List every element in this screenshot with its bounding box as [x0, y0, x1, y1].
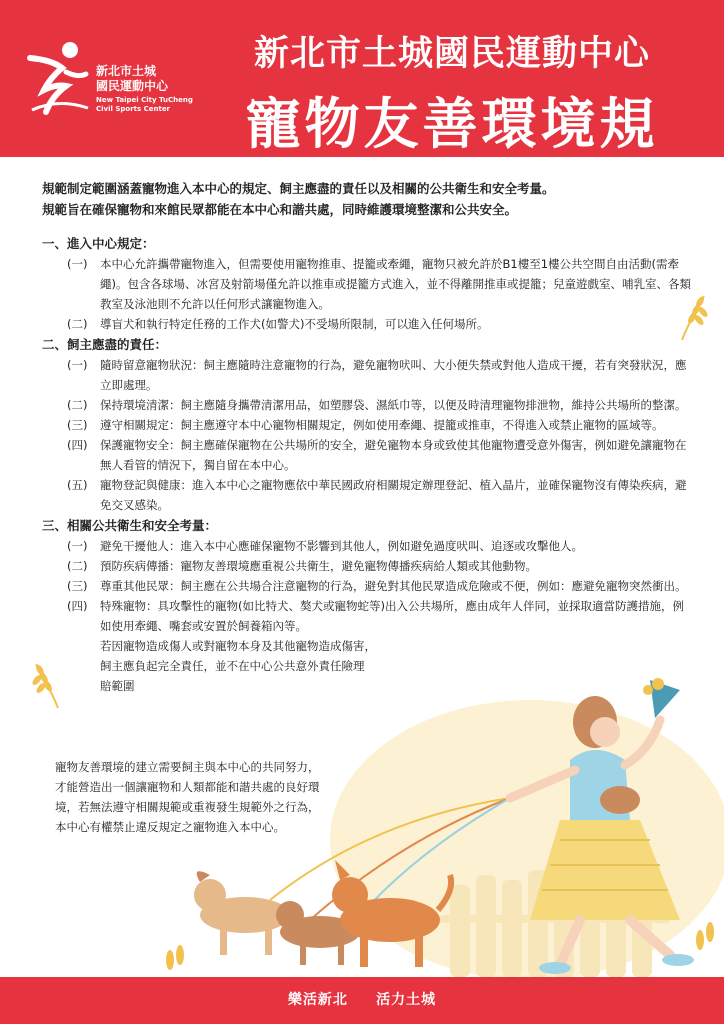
item-number: (四)	[67, 438, 88, 452]
woman-walking-dogs-illustration	[150, 670, 724, 977]
item-number-spacer	[67, 636, 100, 696]
item-text: 保護寵物安全：飼主應確保寵物在公共場所的安全，避免寵物本身或致使其他寵物遭受意外傷害，例如避免讓寵物在無人看管的情況下，獨自留在本中心。	[100, 438, 687, 472]
list-item	[42, 355, 692, 395]
item-text: 寵物登記與健康：進入本中心之寵物應依中華民國政府相關規定辦理登記、植入晶片，並確保寵物沒有傳染疾病，避免交叉感染。	[100, 478, 687, 512]
section-public-health	[42, 516, 692, 696]
intro-line: 規範旨在確保寵物和來館民眾都能在本中心和諧共處，同時維護環境整潔和公共安全。	[42, 202, 518, 217]
liability-line: 賠範圍	[100, 679, 135, 693]
item-number: (三)	[67, 418, 88, 432]
item-text: 保持環境清潔：飼主應隨身攜帶清潔用品，如塑膠袋、濕紙巾等，以便及時清理寵物排泄物，維持公共場所的整潔。	[100, 398, 687, 412]
intro-paragraph	[42, 178, 692, 220]
list-item	[42, 536, 692, 556]
footer-banner	[0, 977, 724, 1024]
item-number: (二)	[67, 559, 88, 573]
item-number: (一)	[67, 539, 88, 553]
closing-line: 寵物友善環境的建立需要飼主與本中心的共同努力，	[55, 760, 320, 774]
wheat-icon	[676, 292, 710, 342]
logo-zh-line2: 國民運動中心	[96, 79, 169, 93]
item-number: (二)	[67, 398, 88, 412]
page-title-main: 寵物友善環境規範	[245, 92, 659, 235]
logo-en-line2: Civil Sports Center	[96, 105, 171, 113]
item-text: 避免干擾他人：進入本中心應確保寵物不影響到其他人，例如避免過度吠叫、追逐或攻擊他人。	[100, 539, 583, 553]
list-item	[42, 314, 692, 334]
section-entry-rules	[42, 234, 692, 334]
intro-line: 規範制定範圍涵蓋寵物進入本中心的規定、飼主應盡的責任以及相關的公共衛生和安全考量。	[42, 181, 555, 196]
list-item	[42, 576, 692, 596]
closing-line: 才能營造出一個讓寵物和人類都能和諧共處的良好環	[55, 780, 320, 794]
section-heading: 二、飼主應盡的責任：	[42, 337, 168, 352]
section-heading: 三、相關公共衛生和安全考量：	[42, 518, 218, 533]
item-text: 隨時留意寵物狀況：飼主應隨時注意寵物的行為，避免寵物吠叫、大小便失禁或對他人造成干擾，若有突發狀況，應立即處理。	[100, 358, 687, 392]
wheat-icon	[30, 660, 64, 710]
item-number: (五)	[67, 478, 88, 492]
footer-slogan-1: 樂活新北	[287, 992, 348, 1008]
item-number: (四)	[67, 599, 88, 613]
section-heading: 一、進入中心規定：	[42, 236, 155, 251]
item-text: 尊重其他民眾：飼主應在公共場合注意寵物的行為，避免對其他民眾造成危險或不便，例如：應避免寵物突然衝出。	[100, 579, 687, 593]
list-item	[42, 435, 692, 475]
item-text: 預防疾病傳播：寵物友善環境應重視公共衛生，避免寵物傳播疾病給人類或其他動物。	[100, 559, 537, 573]
liability-line: 飼主應負起完全責任，並不在中心公共意外責任險理	[100, 659, 365, 673]
dog-illustration	[194, 871, 290, 955]
list-item	[42, 475, 692, 515]
list-item	[42, 596, 692, 636]
page-title-center: 新北市土城國民運動中心	[253, 34, 650, 74]
item-number: (三)	[67, 579, 88, 593]
runner-logo-icon	[22, 38, 92, 118]
rules-list	[42, 234, 692, 697]
item-text: 本中心允許攜帶寵物進入，但需要使用寵物推車、提籠或牽繩，寵物只被允許於B1樓至1樓公共空間自由活動(需牽繩)。包含各球場、冰宮及射箭場僅允許以推車或提籠方式進入，並不得離開推車或提籠；兒童遊戲室、哺乳室、各類教室及泳池則不允許以任何形式讓寵物進入。	[100, 257, 691, 311]
closing-line: 本中心有權禁止違反規定之寵物進入本中心。	[55, 820, 285, 834]
item-number: (一)	[67, 358, 88, 372]
section-owner-duties	[42, 335, 692, 515]
liability-line: 若因寵物造成傷人或對寵物本身及其他寵物造成傷害，	[100, 639, 376, 653]
footer-slogan-2: 活力土城	[376, 992, 437, 1008]
item-text: 導盲犬和執行特定任務的工作犬(如警犬)不受場所限制，可以進入任何場所。	[100, 317, 489, 331]
list-item	[42, 556, 692, 576]
logo-text	[96, 64, 193, 114]
logo-zh-line1: 新北市土城	[96, 64, 157, 78]
logo-en-line1: New Taipei City TuCheng	[96, 96, 193, 104]
item-number: (二)	[67, 317, 88, 331]
list-item	[42, 254, 692, 314]
closing-line: 境，若無法遵守相關規範或重複發生規範外之行為，	[55, 800, 320, 814]
item-number: (一)	[67, 257, 88, 271]
item-text: 遵守相關規定：飼主應遵守本中心寵物相關規定，例如使用牽繩、提籠或推車，不得進入或禁止寵物的區域等。	[100, 418, 664, 432]
item-text: 特殊寵物：具攻擊性的寵物(如比特犬、獒犬或寵物蛇等)出入公共場所，應由成年人伴同，並採取適當防護措施，例如使用牽繩、嘴套或安置於飼養箱內等。	[100, 599, 684, 633]
list-item	[42, 395, 692, 415]
list-item	[42, 415, 692, 435]
